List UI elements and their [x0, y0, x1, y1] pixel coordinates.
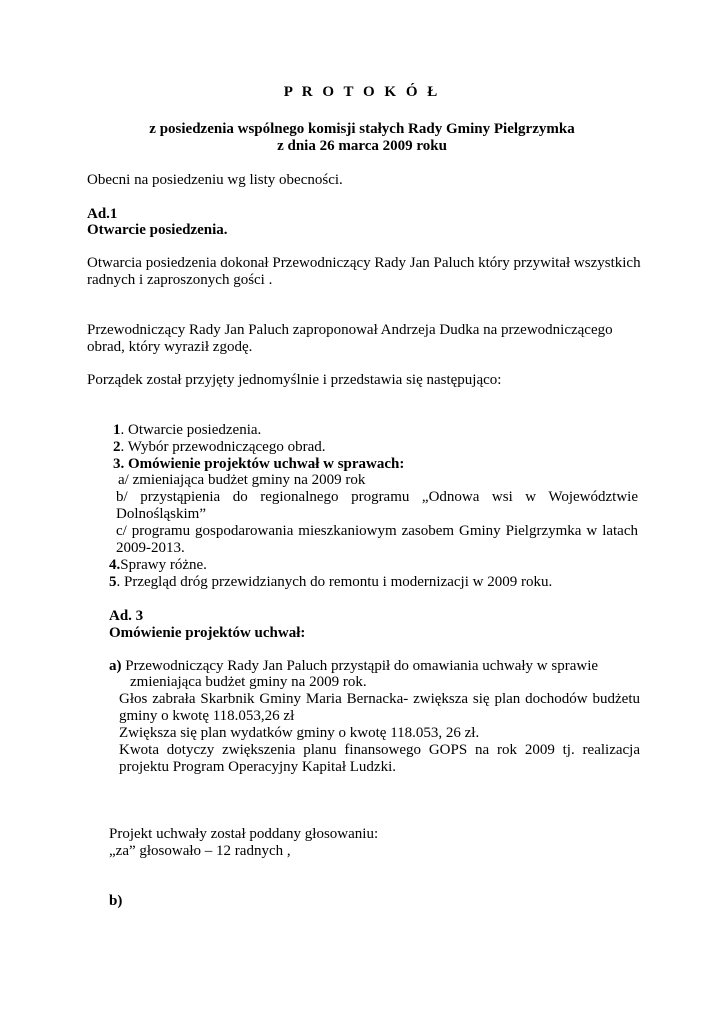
vote-line1: Projekt uchwały został poddany głosowaniu:	[109, 826, 379, 842]
ad1-heading: Ad.1	[87, 206, 118, 222]
attendance-note: Obecni na posiedzeniu wg listy obecności.	[87, 172, 343, 188]
agenda-item-3a: a/ zmieniająca budżet gminy na 2009 rok	[118, 472, 366, 488]
agenda-item-4	[109, 557, 207, 574]
agenda-item-1	[113, 422, 261, 439]
ad1-paragraph2-line2: obrad, który wyraził zgodę.	[87, 339, 253, 355]
ad3-point-a-line4: gminy o kwotę 118.053,26 zł	[119, 708, 295, 724]
ad3-subheading: Omówienie projektów uchwał:	[109, 625, 306, 641]
ad3-point-a-label: a)	[109, 658, 122, 674]
ad3-point-a-line2: zmieniająca budżet gminy na 2009 rok.	[130, 674, 367, 690]
agenda-item-3b-line1: b/ przystąpienia do regionalnego programu „Odnowa wsi w Województwie	[116, 489, 638, 505]
agenda-item-5	[109, 574, 552, 591]
agenda-item-2-text: . Wybór przewodniczącego obrad.	[120, 439, 326, 455]
agenda-item-1-text: . Otwarcie posiedzenia.	[120, 422, 262, 438]
agenda-item-5-text: . Przegląd dróg przewidzianych do remontu i modernizacji w 2009 roku.	[116, 574, 553, 590]
ad3-point-b-label: b)	[109, 893, 123, 909]
ad3-point-a-line7: projektu Program Operacyjny Kapitał Ludzki.	[119, 759, 397, 775]
document-subtitle-line2: z dnia 26 marca 2009 roku	[277, 138, 447, 154]
agenda-item-3b-line2: Dolnośląskim”	[116, 506, 206, 522]
ad3-point-a-line5: Zwiększa się plan wydatków gminy o kwotę 118.053, 26 zł.	[119, 725, 480, 741]
ad3-point-a-line1	[109, 658, 598, 675]
ad3-point-a-line6: Kwota dotyczy zwiększenia planu finansowego GOPS na rok 2009 tj. realizacja	[119, 742, 640, 758]
agenda-item-1-number: 1	[113, 422, 121, 438]
ad1-paragraph3: Porządek został przyjęty jednomyślnie i przedstawia się następująco:	[87, 372, 502, 388]
ad1-subheading: Otwarcie posiedzenia.	[87, 222, 228, 238]
ad1-paragraph1-line2: radnych i zaproszonych gości .	[87, 272, 273, 288]
ad1-paragraph1-line1: Otwarcia posiedzenia dokonał Przewodniczący Rady Jan Paluch który przywitał wszystkich	[87, 255, 641, 271]
ad1-paragraph2-line1: Przewodniczący Rady Jan Paluch zaproponował Andrzeja Dudka na przewodniczącego	[87, 322, 613, 338]
agenda-item-3: 3. Omówienie projektów uchwał w sprawach:	[113, 456, 405, 472]
document-title: P R O T O K Ó Ł	[283, 84, 441, 100]
agenda-item-4-number: 4.	[109, 557, 121, 573]
agenda-item-3c-line1: c/ programu gospodarowania mieszkaniowym zasobem Gminy Pielgrzymka w latach	[116, 523, 638, 539]
ad3-point-a-line3: Głos zabrała Skarbnik Gminy Maria Bernacka- zwiększa się plan dochodów budżetu	[119, 691, 640, 707]
document-subtitle-line1: z posiedzenia wspólnego komisji stałych Rady Gminy Pielgrzymka	[149, 121, 575, 137]
ad3-point-a-text: Przewodniczący Rady Jan Paluch przystąpił do omawiania uchwały w sprawie	[121, 658, 599, 674]
agenda-item-3c-line2: 2009-2013.	[116, 540, 185, 556]
agenda-item-2	[113, 439, 325, 456]
agenda-item-5-number: 5	[109, 574, 117, 590]
ad3-heading: Ad. 3	[109, 608, 144, 624]
vote-line2: „za” głosowało – 12 radnych ,	[109, 843, 291, 859]
agenda-item-4-text: Sprawy różne.	[120, 557, 207, 573]
agenda-item-2-number: 2	[113, 439, 121, 455]
